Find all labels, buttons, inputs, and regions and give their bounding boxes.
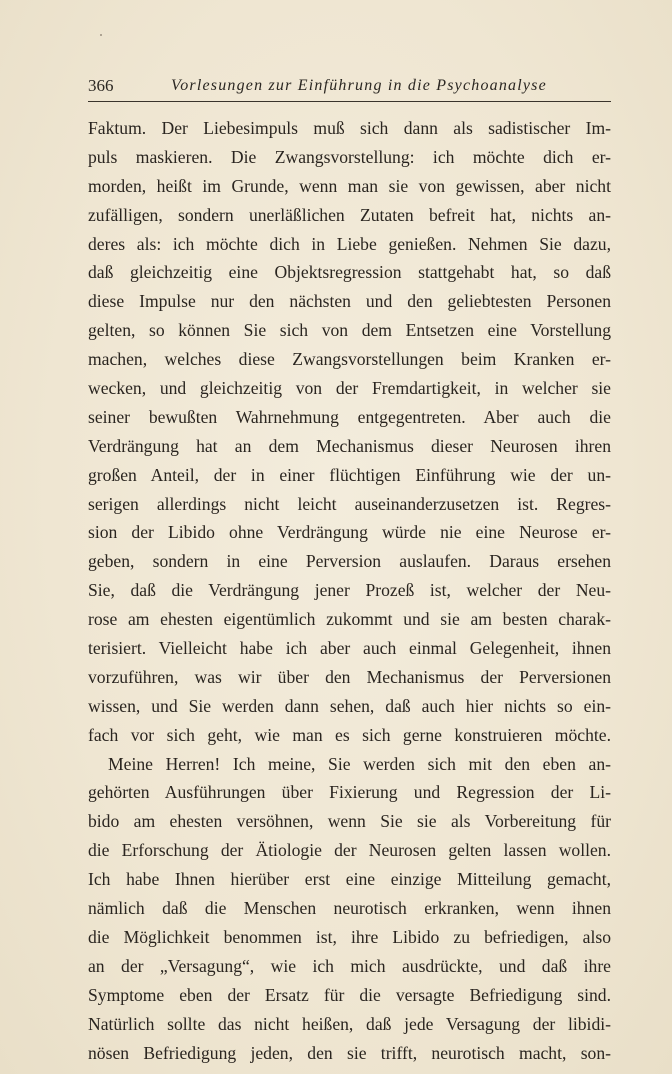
text-line: wecken, und gleichzeitig von der Fremdartigkeit, in welcher sie: [88, 378, 611, 399]
text-line: Faktum. Der Liebesimpuls muß sich dann als sadistischer Im-: [88, 118, 611, 138]
text-line: bido am ehesten versöhnen, wenn Sie sie als Vorbereitung für: [88, 811, 611, 832]
text-line: an der „Versagung“, wie ich mich ausdrückte, und daß ihre: [88, 955, 611, 976]
running-title: Vorlesungen zur Einführung in die Psychoanalyse: [171, 77, 547, 94]
text-line: sion der Libido ohne Verdrängung würde nie eine Neurose er-: [88, 522, 611, 543]
text-line: Symptome eben der Ersatz für die versagte Befriedigung sind.: [88, 984, 611, 1005]
text-line: serigen allerdings nicht leicht auseinanderzusetzen ist. Regres-: [88, 493, 611, 514]
text-line: großen Anteil, der in einer flüchtigen Einführung wie der un-: [88, 464, 611, 485]
text-line: morden, heißt im Grunde, wenn man sie von gewissen, aber nicht: [88, 175, 611, 196]
text-line: deres als: ich möchte dich in Liebe genießen. Nehmen Sie dazu,: [88, 233, 611, 254]
text-line: Natürlich sollte das nicht heißen, daß jede Versagung der libidi-: [88, 1013, 611, 1034]
page-header: [88, 74, 611, 100]
text-line: Ich habe Ihnen hierüber erst eine einzige Mitteilung gemacht,: [88, 869, 611, 890]
text-line: rose am ehesten eigentümlich zukommt und sie am besten charak-: [88, 609, 611, 630]
text-line: Sie, daß die Verdrängung jener Prozeß ist, welcher der Neu-: [88, 580, 611, 601]
text-line: daß gleichzeitig eine Objektsregression stattgehabt hat, so daß: [88, 262, 611, 283]
paper-speck: [100, 34, 102, 36]
text-line: Verdrängung hat an dem Mechanismus dieser Neurosen ihren: [88, 435, 611, 456]
text-line: die Möglichkeit benommen ist, ihre Libido zu befriedigen, also: [88, 926, 611, 947]
text-line: gelten, so können Sie sich von dem Entsetzen eine Vorstellung: [88, 320, 611, 341]
text-line: terisiert. Vielleicht habe ich aber auch einmal Gelegenheit, ihnen: [88, 638, 611, 659]
text-line: wissen, und Sie werden dann sehen, daß auch hier nichts so ein-: [88, 695, 611, 716]
text-line: fach vor sich geht, wie man es sich gerne konstruieren möchte.: [88, 724, 611, 745]
header-rule: [88, 101, 611, 102]
text-line: machen, welches diese Zwangsvorstellungen beim Kranken er-: [88, 349, 611, 370]
body-text: [88, 114, 611, 1067]
text-line: vorzuführen, was wir über den Mechanismus der Perversionen: [88, 666, 611, 687]
text-line: geben, sondern in eine Perversion auslaufen. Daraus ersehen: [88, 551, 611, 572]
text-line: die Erforschung der Ätiologie der Neurosen gelten lassen wollen.: [88, 840, 611, 861]
page-number: 366: [88, 76, 114, 95]
text-line: zufälligen, sondern unerläßlichen Zutaten befreit hat, nichts an-: [88, 204, 611, 225]
text-line: puls maskieren. Die Zwangsvorstellung: ich möchte dich er-: [88, 146, 611, 167]
text-line: nämlich daß die Menschen neurotisch erkranken, wenn ihnen: [88, 898, 611, 919]
text-line: seiner bewußten Wahrnehmung entgegentreten. Aber auch die: [88, 406, 611, 427]
text-line: Meine Herren! Ich meine, Sie werden sich mit den eben an-: [108, 753, 611, 774]
text-line: nösen Befriedigung jeden, den sie trifft, neurotisch macht, son-: [88, 1042, 611, 1063]
text-line: diese Impulse nur den nächsten und den geliebtesten Personen: [88, 291, 611, 312]
text-line: gehörten Ausführungen über Fixierung und Regression der Li-: [88, 782, 611, 803]
